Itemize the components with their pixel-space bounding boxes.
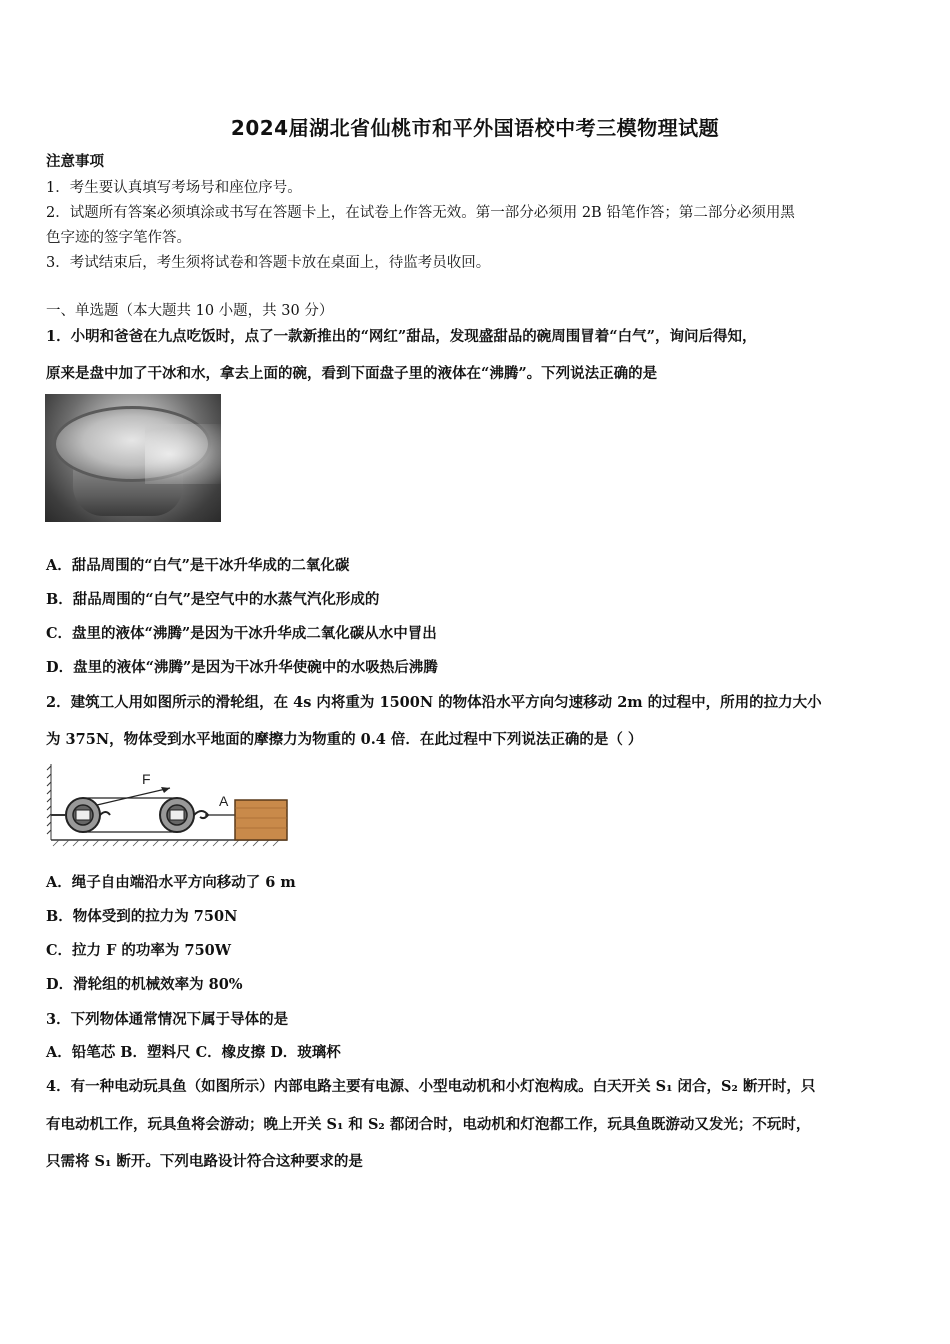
notice-item-3: 3．考试结束后，考生须将试卷和答题卡放在桌面上，待监考员收回。 — [46, 255, 491, 271]
q4-stem-line1: 4．有一种电动玩具鱼（如图所示）内部电路主要有电源、小型电动机和小灯泡构成。白天开关 S₁ 闭合，S₂ 断开时，只 — [46, 1078, 816, 1095]
dessert-photo — [45, 394, 221, 522]
q3-stem: 3．下列物体通常情况下属于导体的是 — [46, 1011, 289, 1028]
movable-pulley-icon — [160, 798, 194, 832]
point-label: A — [219, 793, 229, 809]
block-object — [235, 800, 287, 840]
q4-stem-line2: 有电动机工作，玩具鱼将会游动；晚上开关 S₁ 和 S₂ 都闭合时，电动机和灯泡都工作，玩具鱼既游动又发光；不玩时， — [46, 1116, 811, 1133]
q3-options: A．铅笔芯 B．塑料尺 C．橡皮擦 D．玻璃杯 — [46, 1044, 341, 1061]
q1-option-b: B．甜品周围的“白气”是空气中的水蒸气汽化形成的 — [46, 591, 380, 608]
page-title: 2024届湖北省仙桃市和平外国语校中考三模物理试题 — [230, 116, 720, 140]
notice-item-1: 1．考生要认真填写考场号和座位序号。 — [46, 180, 302, 196]
q1-option-a: A．甜品周围的“白气”是干冰升华成的二氧化碳 — [46, 557, 350, 574]
q2-option-a: A．绳子自由端沿水平方向移动了 6 m — [46, 874, 296, 891]
notice-item-2-cont: 色字迹的签字笔作答。 — [46, 230, 191, 246]
q2-option-c: C．拉力 F 的功率为 750W — [46, 942, 232, 959]
q1-option-c: C．盘里的液体“沸腾”是因为干冰升华成二氧化碳从水中冒出 — [46, 625, 437, 642]
force-label: F — [142, 771, 151, 787]
q4-stem-line3: 只需将 S₁ 断开。下列电路设计符合这种要求的是 — [46, 1153, 363, 1170]
q1-option-d: D．盘里的液体“沸腾”是因为干冰升华使碗中的水吸热后沸腾 — [46, 659, 438, 676]
q2-stem-line2: 为 375N，物体受到水平地面的摩擦力为物重的 0.4 倍．在此过程中下列说法正确的是（ ） — [46, 731, 643, 748]
q1-stem-line1: 1．小明和爸爸在九点吃饭时，点了一款新推出的“网红”甜品，发现盛甜品的碗周围冒着“白气”，询问后得知， — [46, 328, 757, 345]
fixed-pulley-icon — [66, 798, 100, 832]
wall-hatch — [47, 764, 51, 840]
ground-hatch — [53, 840, 279, 846]
notice-item-2: 2．试题所有答案必须填涂或书写在答题卡上，在试卷上作答无效。第一部分必须用 2B 铅笔作答；第二部分必须用黑 — [46, 205, 795, 221]
q2-option-b: B．物体受到的拉力为 750N — [46, 908, 238, 925]
section-heading: 一、单选题（本大题共 10 小题，共 30 分） — [46, 303, 334, 319]
pulley-diagram — [45, 760, 290, 855]
q2-option-d: D．滑轮组的机械效率为 80% — [46, 976, 243, 993]
notice-heading: 注意事项 — [46, 153, 104, 170]
q1-stem-line2: 原来是盘中加了干冰和水，拿去上面的碗，看到下面盘子里的液体在“沸腾”。下列说法正确的是 — [46, 365, 658, 382]
q2-stem-line1: 2．建筑工人用如图所示的滑轮组，在 4s 内将重为 1500N 的物体沿水平方向匀速移动 2m 的过程中，所用的拉力大小 — [46, 694, 822, 711]
